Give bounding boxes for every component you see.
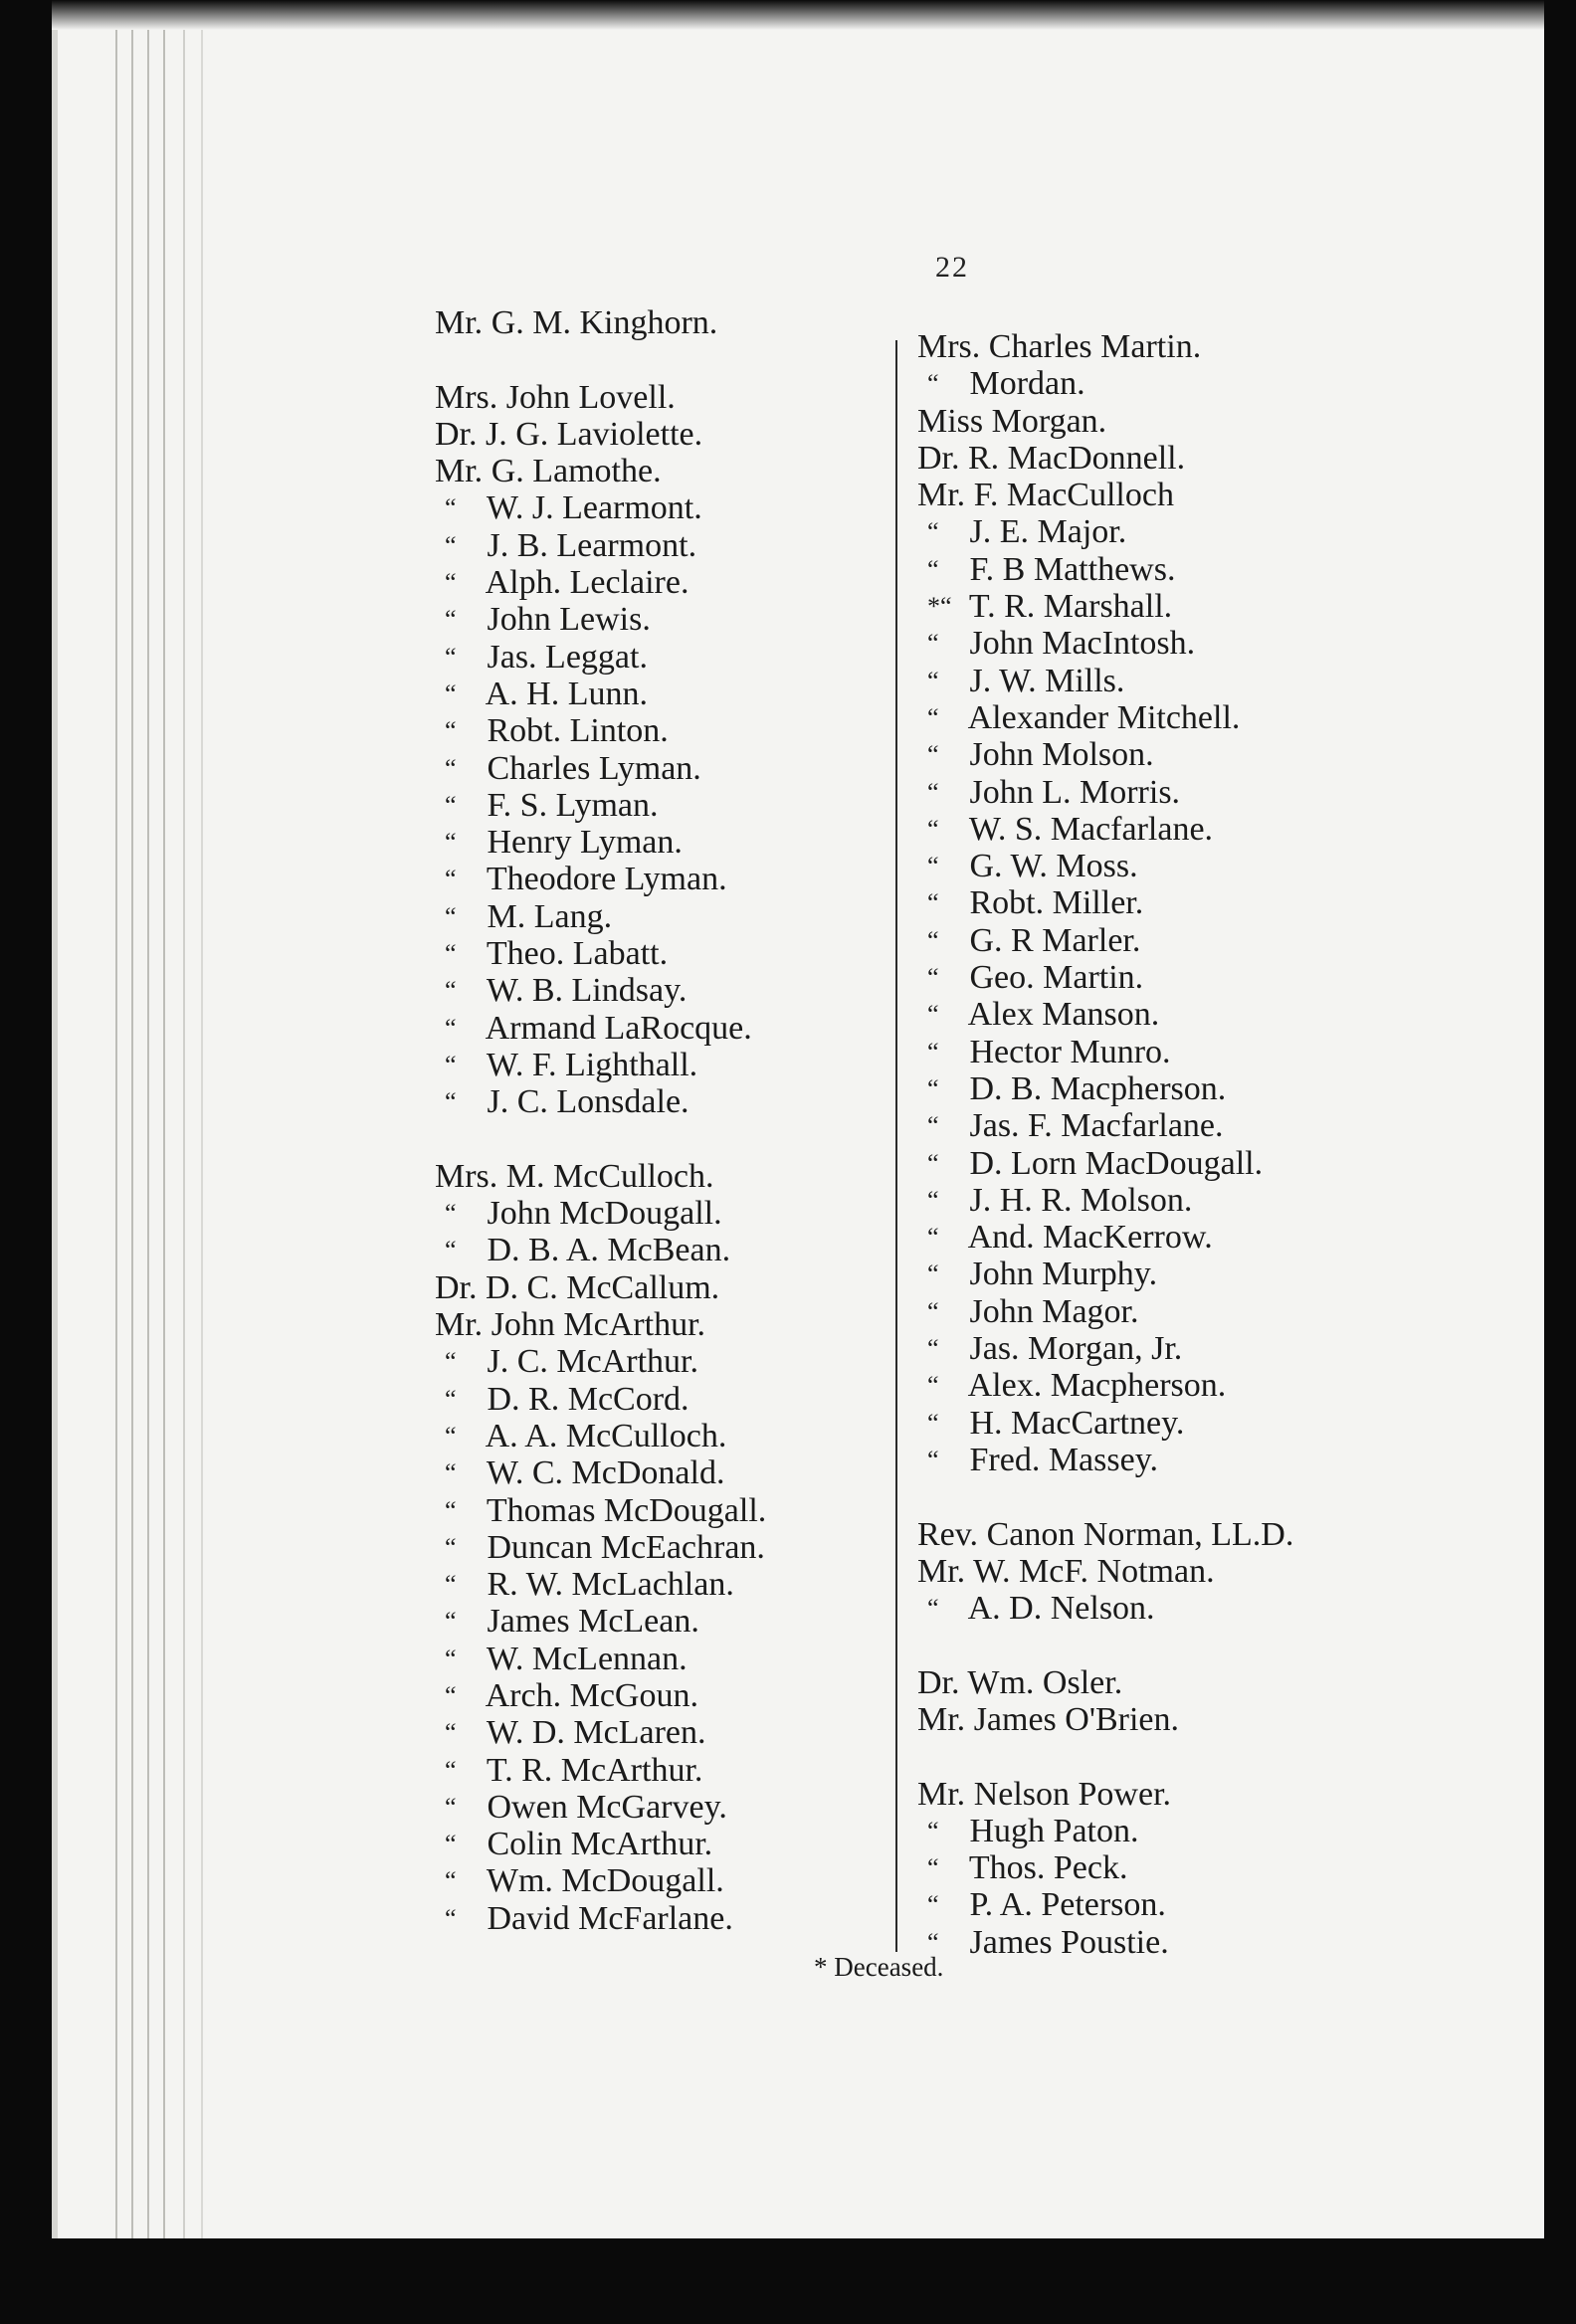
- member-entry: [435, 1677, 902, 1714]
- name-prefix: Mrs.: [435, 378, 498, 416]
- member-name: A. A. McCulloch.: [479, 1417, 727, 1454]
- member-name: John Molson.: [961, 736, 1154, 774]
- ditto-mark: “: [927, 740, 939, 770]
- member-entry: [435, 898, 902, 935]
- ditto-mark: “: [927, 1185, 939, 1215]
- ditto-mark: “: [445, 678, 457, 708]
- member-entry: [917, 1590, 1425, 1627]
- member-entry: [435, 972, 902, 1009]
- member-name: Jas. Morgan, Jr.: [961, 1330, 1183, 1368]
- member-name: T. R. McArthur.: [479, 1751, 703, 1789]
- member-entry: [435, 1529, 902, 1566]
- member-name: John McDougall.: [479, 1195, 722, 1233]
- member-entry: [435, 1492, 902, 1529]
- ditto-mark: “: [445, 939, 457, 969]
- member-entry: [917, 774, 1425, 811]
- member-entry: [917, 1070, 1425, 1107]
- member-name: Charles Lyman.: [479, 749, 701, 787]
- ditto-mark: “: [927, 554, 939, 584]
- ditto-mark: “: [927, 1334, 939, 1364]
- member-name: James McLean.: [479, 1603, 699, 1641]
- member-entry: [917, 699, 1425, 736]
- ditto-mark: “: [927, 1927, 939, 1957]
- member-entry: [917, 403, 1425, 440]
- member-entry: [435, 1603, 902, 1640]
- member-name: G. M. Kinghorn.: [483, 304, 718, 341]
- ditto-mark: *“: [927, 592, 952, 622]
- member-list-right-column: [917, 328, 1425, 1961]
- member-name: J. W. Mills.: [961, 662, 1125, 699]
- member-name: Alexander Mitchell.: [961, 698, 1241, 736]
- member-name: John Magor.: [961, 1292, 1139, 1330]
- member-entry: [435, 1306, 902, 1343]
- member-entry: [917, 959, 1425, 996]
- member-entry: [917, 1442, 1425, 1478]
- ditto-mark: “: [927, 777, 939, 807]
- member-name: W. F. Lighthall.: [479, 1046, 698, 1083]
- member-name: Hugh Paton.: [961, 1812, 1139, 1849]
- member-list-left-column: [435, 304, 902, 1937]
- member-entry: [917, 736, 1425, 773]
- member-name: D. C. McCallum.: [477, 1268, 720, 1306]
- ditto-mark: “: [927, 369, 939, 399]
- member-entry: [917, 1813, 1425, 1849]
- ditto-mark: “: [445, 976, 457, 1006]
- ditto-mark: “: [927, 1408, 939, 1438]
- member-entry: [917, 440, 1425, 477]
- member-entry: [917, 1034, 1425, 1070]
- ditto-mark: “: [445, 1680, 457, 1710]
- member-name: R. W. McLachlan.: [479, 1566, 734, 1604]
- name-prefix: Miss: [917, 402, 984, 440]
- member-name: Geo. Martin.: [961, 959, 1144, 997]
- member-name: M. McCulloch.: [497, 1157, 714, 1195]
- member-name: Armand LaRocque.: [479, 1009, 752, 1047]
- member-name: Theodore Lyman.: [479, 861, 727, 898]
- page-edge: [163, 0, 165, 2238]
- footnote-deceased: * Deceased.: [814, 1952, 944, 1982]
- member-entry: [917, 1886, 1425, 1923]
- ditto-mark: “: [927, 1148, 939, 1178]
- ditto-mark: “: [445, 1755, 457, 1785]
- page-edge: [147, 0, 149, 2238]
- ditto-mark: “: [445, 1050, 457, 1079]
- member-entry: [435, 564, 902, 601]
- member-entry: [435, 1381, 902, 1418]
- ditto-mark: “: [445, 1718, 457, 1748]
- member-entry: [435, 676, 902, 712]
- member-entry: [917, 663, 1425, 699]
- member-name: Fred. Massey.: [961, 1441, 1158, 1478]
- member-name: Arch. McGoun.: [479, 1676, 698, 1714]
- name-prefix: Rev.: [917, 1515, 979, 1553]
- member-entry: [435, 1083, 902, 1120]
- member-entry: [435, 1195, 902, 1232]
- member-entry: [917, 625, 1425, 662]
- member-entry: [917, 1701, 1425, 1738]
- member-name: Robt. Linton.: [479, 712, 669, 750]
- member-entry: [917, 328, 1425, 365]
- member-name: A. D. Nelson.: [961, 1590, 1155, 1628]
- member-name: J. C. Lonsdale.: [479, 1083, 690, 1121]
- name-prefix: Dr.: [435, 415, 478, 453]
- member-name: W. S. Macfarlane.: [961, 810, 1214, 848]
- member-entry: [917, 811, 1425, 848]
- section-gap: [917, 1627, 1425, 1663]
- member-entry: [917, 1924, 1425, 1961]
- member-entry: [917, 477, 1425, 513]
- member-entry: [917, 1219, 1425, 1256]
- member-name: Nelson Power.: [965, 1775, 1172, 1813]
- ditto-mark: “: [927, 1445, 939, 1474]
- member-name: Thos. Peck.: [961, 1849, 1128, 1887]
- member-name: John Murphy.: [961, 1256, 1158, 1293]
- ditto-mark: “: [927, 702, 939, 732]
- member-name: Duncan McEachran.: [479, 1528, 765, 1566]
- member-name: James Poustie.: [961, 1923, 1169, 1961]
- ditto-mark: “: [445, 1866, 457, 1896]
- member-entry: [917, 1516, 1425, 1553]
- member-name: Alex Manson.: [961, 996, 1160, 1034]
- ditto-mark: “: [445, 1495, 457, 1525]
- member-name: Canon Norman, LL.D.: [978, 1515, 1294, 1553]
- ditto-mark: “: [445, 1236, 457, 1265]
- member-name: John Lovell.: [497, 378, 676, 416]
- member-entry: [435, 1269, 902, 1306]
- member-name: Mordan.: [961, 365, 1085, 403]
- member-entry: [435, 1641, 902, 1677]
- page-edge: [131, 0, 133, 2238]
- member-entry: [917, 1182, 1425, 1219]
- member-entry: [435, 1826, 902, 1862]
- ditto-mark: “: [927, 1000, 939, 1030]
- ditto-mark: “: [927, 666, 939, 695]
- member-name: Henry Lyman.: [479, 824, 683, 862]
- member-name: Robt. Miller.: [961, 884, 1144, 922]
- member-name: W. B. Lindsay.: [479, 972, 688, 1010]
- name-prefix: Mr.: [435, 1306, 484, 1344]
- ditto-mark: “: [445, 1792, 457, 1822]
- member-name: D. R. McCord.: [479, 1380, 690, 1418]
- member-name: G. W. Moss.: [961, 848, 1138, 885]
- member-entry: [917, 922, 1425, 959]
- member-name: Morgan.: [983, 402, 1107, 440]
- member-name: H. MacCartney.: [961, 1404, 1185, 1442]
- member-name: F. MacCulloch: [965, 477, 1174, 514]
- member-name: Jas. Leggat.: [479, 638, 648, 676]
- ditto-mark: “: [445, 1458, 457, 1488]
- member-name: John Lewis.: [479, 601, 651, 639]
- member-name: F. B Matthews.: [961, 550, 1176, 588]
- member-entry: [917, 884, 1425, 921]
- ditto-mark: “: [927, 517, 939, 547]
- member-name: J. E. Major.: [961, 513, 1127, 551]
- member-name: T. R. Marshall.: [961, 588, 1173, 626]
- member-name: D. B. A. McBean.: [479, 1232, 731, 1269]
- member-name: G. Lamothe.: [483, 453, 662, 490]
- member-entry: [435, 1714, 902, 1751]
- ditto-mark: “: [445, 493, 457, 523]
- ditto-mark: “: [445, 901, 457, 931]
- member-entry: [435, 712, 902, 749]
- member-entry: [435, 1900, 902, 1937]
- member-name: W. McLennan.: [479, 1640, 688, 1677]
- member-entry: [435, 304, 902, 341]
- member-entry: [917, 1330, 1425, 1367]
- ditto-mark: “: [445, 568, 457, 598]
- ditto-mark: “: [445, 1347, 457, 1377]
- member-name: W. C. McDonald.: [479, 1454, 725, 1492]
- ditto-mark: “: [927, 888, 939, 918]
- member-name: And. MacKerrow.: [961, 1219, 1213, 1257]
- ditto-mark: “: [927, 1890, 939, 1920]
- member-name: P. A. Peterson.: [961, 1886, 1166, 1924]
- section-gap: [917, 1478, 1425, 1515]
- name-prefix: Dr.: [917, 439, 960, 477]
- member-entry: [917, 996, 1425, 1033]
- member-entry: [435, 824, 902, 861]
- member-name: Wm. McDougall.: [479, 1862, 724, 1900]
- member-entry: [435, 787, 902, 824]
- member-entry: [435, 1566, 902, 1603]
- ditto-mark: “: [445, 642, 457, 672]
- member-entry: [917, 1664, 1425, 1701]
- member-entry: [435, 750, 902, 787]
- ditto-mark: “: [445, 1570, 457, 1600]
- ditto-mark: “: [445, 716, 457, 746]
- member-entry: [917, 1367, 1425, 1404]
- ditto-mark: “: [927, 1594, 939, 1624]
- name-prefix: Mrs.: [917, 328, 981, 365]
- member-entry: [435, 1789, 902, 1826]
- ditto-mark: “: [445, 1903, 457, 1933]
- scan-bottom-margin: [52, 2238, 1544, 2324]
- member-entry: [435, 527, 902, 564]
- member-entry: [917, 1293, 1425, 1330]
- member-entry: [435, 639, 902, 676]
- member-entry: [435, 1047, 902, 1083]
- member-name: W. D. McLaren.: [479, 1714, 706, 1752]
- ditto-mark: “: [445, 1830, 457, 1859]
- ditto-mark: “: [927, 1223, 939, 1253]
- member-name: J. B. Learmont.: [479, 526, 697, 564]
- name-prefix: Dr.: [435, 1268, 478, 1306]
- ditto-mark: “: [927, 1111, 939, 1141]
- member-name: Owen McGarvey.: [479, 1788, 727, 1826]
- member-name: James O'Brien.: [965, 1700, 1179, 1738]
- member-name: M. Lang.: [479, 897, 613, 935]
- ditto-mark: “: [927, 629, 939, 659]
- member-entry: [917, 848, 1425, 884]
- name-prefix: Dr.: [917, 1663, 960, 1701]
- ditto-mark: “: [927, 1853, 939, 1883]
- ditto-mark: “: [927, 1037, 939, 1066]
- member-name: Jas. F. Macfarlane.: [961, 1107, 1224, 1145]
- member-entry: [917, 1145, 1425, 1182]
- ditto-mark: “: [445, 1644, 457, 1673]
- ditto-mark: “: [927, 925, 939, 955]
- ditto-mark: “: [445, 1087, 457, 1117]
- member-name: John L. Morris.: [961, 773, 1181, 811]
- member-entry: [917, 1256, 1425, 1292]
- member-entry: [917, 513, 1425, 550]
- ditto-mark: “: [445, 790, 457, 820]
- ditto-mark: “: [927, 963, 939, 993]
- section-gap: [435, 341, 902, 378]
- member-entry: [435, 1158, 902, 1195]
- ditto-mark: “: [927, 852, 939, 881]
- ditto-mark: “: [445, 530, 457, 560]
- page-edge: [201, 0, 203, 2238]
- ditto-mark: “: [445, 865, 457, 894]
- page-number: 22: [935, 251, 969, 284]
- member-entry: [435, 861, 902, 897]
- ditto-mark: “: [445, 828, 457, 858]
- member-entry: [435, 601, 902, 638]
- name-prefix: Mrs.: [435, 1157, 498, 1195]
- member-name: John McArthur.: [483, 1306, 706, 1344]
- member-entry: [917, 588, 1425, 625]
- member-entry: [435, 489, 902, 526]
- member-name: Wm. Osler.: [959, 1663, 1123, 1701]
- member-entry: [435, 1752, 902, 1789]
- member-entry: [917, 1776, 1425, 1813]
- member-entry: [917, 1405, 1425, 1442]
- ditto-mark: “: [927, 1296, 939, 1326]
- ditto-mark: “: [445, 1607, 457, 1637]
- member-name: F. S. Lyman.: [479, 786, 659, 824]
- ditto-mark: “: [927, 1371, 939, 1401]
- member-name: Charles Martin.: [980, 328, 1202, 365]
- member-name: J. G. Laviolette.: [477, 415, 703, 453]
- member-name: Theo. Labatt.: [479, 935, 669, 973]
- ditto-mark: “: [927, 1259, 939, 1289]
- member-entry: [435, 453, 902, 489]
- member-name: Alex. Macpherson.: [961, 1367, 1227, 1405]
- page-edge: [115, 0, 117, 2238]
- page-edge: [183, 0, 185, 2238]
- member-entry: [435, 379, 902, 416]
- member-entry: [435, 1232, 902, 1268]
- member-entry: [435, 1862, 902, 1899]
- member-entry: [435, 1418, 902, 1454]
- ditto-mark: “: [445, 1421, 457, 1451]
- member-entry: [917, 365, 1425, 402]
- member-entry: [917, 551, 1425, 588]
- member-name: Hector Munro.: [961, 1033, 1171, 1070]
- member-name: D. B. Macpherson.: [961, 1069, 1227, 1107]
- member-entry: [435, 935, 902, 972]
- member-name: Thomas McDougall.: [479, 1491, 767, 1529]
- member-entry: [435, 1010, 902, 1047]
- ditto-mark: “: [445, 1384, 457, 1414]
- name-prefix: Mr.: [917, 1775, 966, 1813]
- name-prefix: Mr.: [917, 1552, 966, 1590]
- member-name: Colin McArthur.: [479, 1826, 713, 1863]
- ditto-mark: “: [445, 1199, 457, 1229]
- scan-top-shadow: [52, 0, 1544, 30]
- name-prefix: Mr.: [435, 304, 484, 341]
- member-entry: [917, 1553, 1425, 1590]
- column-divider: [895, 340, 897, 1952]
- member-name: W. McF. Notman.: [965, 1552, 1215, 1590]
- ditto-mark: “: [445, 1013, 457, 1043]
- member-name: D. Lorn MacDougall.: [961, 1144, 1264, 1182]
- name-prefix: Mr.: [917, 477, 966, 514]
- member-name: J. H. R. Molson.: [961, 1181, 1193, 1219]
- member-entry: [435, 1454, 902, 1491]
- member-name: Alph. Leclaire.: [479, 564, 690, 602]
- section-gap: [917, 1738, 1425, 1775]
- member-name: G. R Marler.: [961, 921, 1141, 959]
- ditto-mark: “: [445, 605, 457, 635]
- ditto-mark: “: [927, 814, 939, 844]
- member-name: W. J. Learmont.: [479, 489, 702, 527]
- member-entry: [917, 1849, 1425, 1886]
- name-prefix: Mr.: [435, 453, 484, 490]
- ditto-mark: “: [445, 1532, 457, 1562]
- member-name: R. MacDonnell.: [959, 439, 1186, 477]
- member-name: David McFarlane.: [479, 1899, 733, 1937]
- member-name: J. C. McArthur.: [479, 1343, 698, 1381]
- member-entry: [435, 416, 902, 453]
- member-name: John MacIntosh.: [961, 625, 1196, 663]
- section-gap: [435, 1121, 902, 1158]
- member-name: A. H. Lunn.: [479, 675, 648, 712]
- member-entry: [435, 1343, 902, 1380]
- name-prefix: Mr.: [917, 1700, 966, 1738]
- ditto-mark: “: [445, 753, 457, 783]
- member-entry: [917, 1107, 1425, 1144]
- ditto-mark: “: [927, 1073, 939, 1103]
- ditto-mark: “: [927, 1816, 939, 1845]
